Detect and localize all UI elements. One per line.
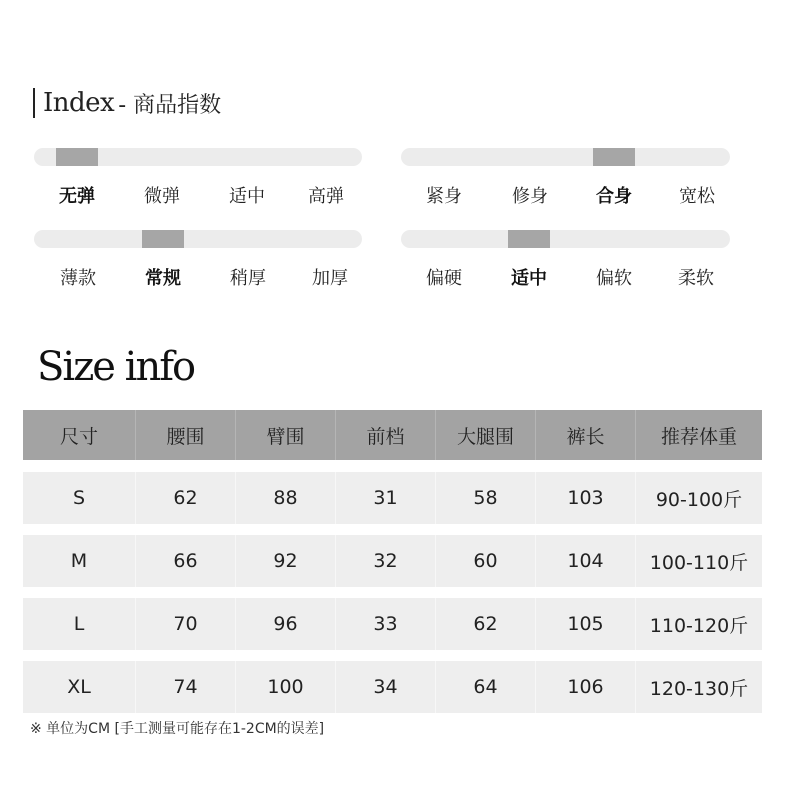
table-row <box>23 535 762 587</box>
table-cell: 66 <box>136 535 236 587</box>
fit-option: 宽松 <box>679 186 715 207</box>
table-cell: 110-120斤 <box>649 614 749 637</box>
table-row <box>23 661 762 713</box>
header-cell: 前档 <box>336 410 436 460</box>
table-cell: XL <box>23 661 136 713</box>
index-title-zh: - 商品指数 <box>118 92 222 118</box>
table-cell: 58 <box>436 472 536 524</box>
index-title-en: Index <box>43 88 115 118</box>
softness-option: 偏软 <box>596 268 632 289</box>
table-cell: 34 <box>336 661 436 713</box>
elasticity-option: 高弹 <box>308 186 344 207</box>
fit-option: 修身 <box>512 186 548 207</box>
header-cell: 大腿围 <box>436 410 536 460</box>
thickness-option: 加厚 <box>312 268 348 289</box>
table-cell: 104 <box>536 535 636 587</box>
elasticity-slider-thumb <box>56 148 98 166</box>
table-cell: 33 <box>336 598 436 650</box>
softness-option: 适中 <box>511 268 547 289</box>
table-cell: 60 <box>436 535 536 587</box>
fit-slider <box>401 148 730 166</box>
table-cell: 120-130斤 <box>649 677 749 700</box>
index-title-bar <box>33 88 35 118</box>
table-cell: 32 <box>336 535 436 587</box>
thickness-option: 薄款 <box>60 268 96 289</box>
table-cell: S <box>23 472 136 524</box>
table-cell: 105 <box>536 598 636 650</box>
table-cell: 92 <box>236 535 336 587</box>
table-row <box>23 472 762 524</box>
table-cell: M <box>23 535 136 587</box>
fit-option: 合身 <box>596 186 632 207</box>
table-cell: 62 <box>436 598 536 650</box>
elasticity-option: 微弹 <box>144 186 180 207</box>
table-cell: 100 <box>236 661 336 713</box>
header-cell: 腰围 <box>136 410 236 460</box>
table-cell: 106 <box>536 661 636 713</box>
table-cell: 96 <box>236 598 336 650</box>
elasticity-option: 无弹 <box>59 186 95 207</box>
table-cell: 74 <box>136 661 236 713</box>
table-cell: 103 <box>536 472 636 524</box>
index-header <box>33 88 221 118</box>
table-cell: 64 <box>436 661 536 713</box>
thickness-slider-thumb <box>142 230 184 248</box>
header-cell: 裤长 <box>536 410 636 460</box>
table-cell: L <box>23 598 136 650</box>
header-cell: 臂围 <box>236 410 336 460</box>
softness-option: 柔软 <box>678 268 714 289</box>
header-cell: 推荐体重 <box>660 425 737 448</box>
table-row <box>23 598 762 650</box>
table-cell: 70 <box>136 598 236 650</box>
table-cell: 90-100斤 <box>655 488 743 511</box>
thickness-option: 常规 <box>145 268 181 289</box>
table-cell: 62 <box>136 472 236 524</box>
table-cell: 31 <box>336 472 436 524</box>
fit-option: 紧身 <box>426 186 462 207</box>
thickness-slider <box>34 230 362 248</box>
softness-option: 偏硬 <box>426 268 462 289</box>
elasticity-slider <box>34 148 362 166</box>
softness-slider <box>401 230 730 248</box>
size-table-header <box>23 410 762 460</box>
fit-slider-thumb <box>593 148 635 166</box>
thickness-option: 稍厚 <box>230 268 266 289</box>
units-footnote: ※ 单位为CM [手工测量可能存在1-2CM的误差] <box>30 721 325 737</box>
header-cell: 尺寸 <box>23 410 136 460</box>
table-cell: 100-110斤 <box>649 551 749 574</box>
softness-slider-thumb <box>508 230 550 248</box>
table-cell: 88 <box>236 472 336 524</box>
elasticity-option: 适中 <box>229 186 265 207</box>
size-info-title: Size info <box>37 344 195 390</box>
